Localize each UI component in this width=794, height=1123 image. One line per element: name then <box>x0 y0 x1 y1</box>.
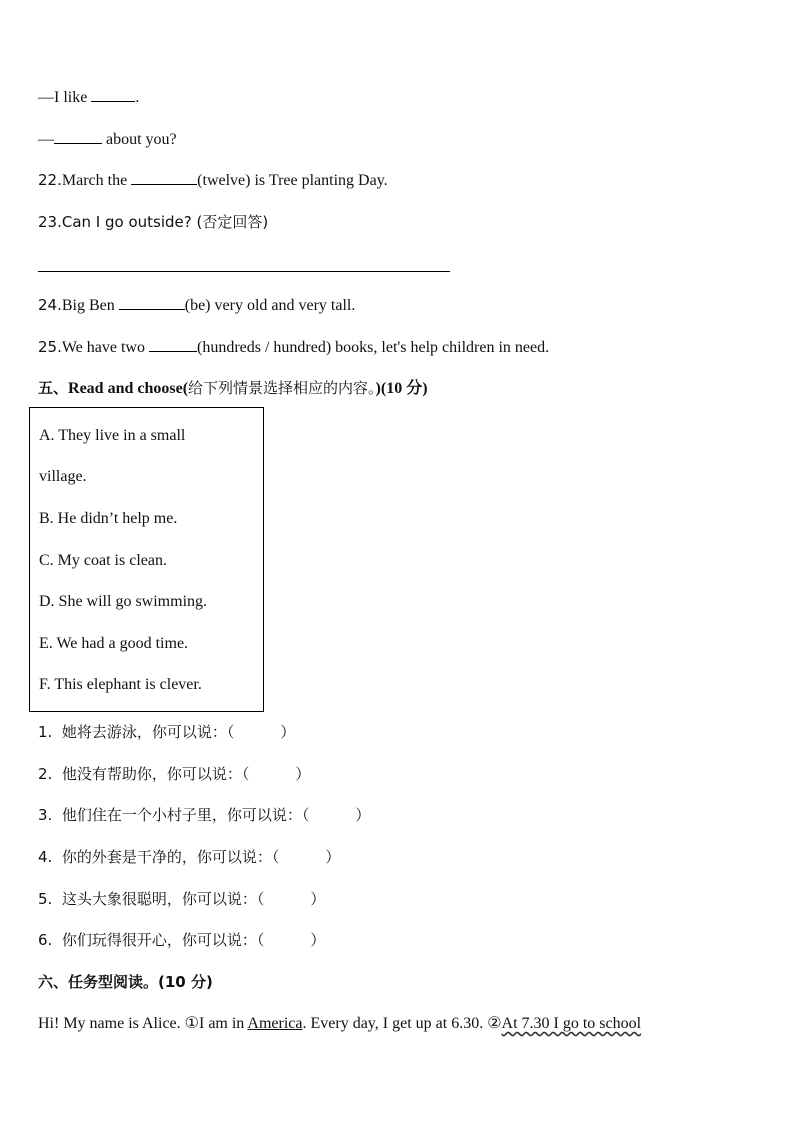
answer-line[interactable] <box>38 271 450 272</box>
answer-blank[interactable] <box>149 337 197 352</box>
option-e: E. We had a good time. <box>39 635 189 652</box>
option-d: D. She will go swimming. <box>39 593 208 610</box>
option-a-continued: village. <box>39 468 87 485</box>
wavy-underlined-phrase: At 7.30 I go to school <box>501 1015 642 1032</box>
option-b: B. He didn’t help me. <box>39 510 178 527</box>
option-a: A. They live in a small <box>39 427 186 444</box>
situation-2: 2. 他没有帮助你，你可以说：（ ） <box>38 765 311 783</box>
section-5-heading: 五、Read and choose(给下列情景选择相应的内容。)(10 分) <box>38 379 428 397</box>
situation-3: 3. 他们住在一个小村子里，你可以说：（ ） <box>38 806 371 824</box>
section-6-heading: 六、任务型阅读。(10 分) <box>38 973 213 991</box>
dialog-line-2: — about you? <box>38 131 177 148</box>
underlined-word: America <box>247 1015 303 1032</box>
answer-blank[interactable] <box>131 170 197 185</box>
question-24: 24.Big Ben (be) very old and very tall. <box>38 296 356 314</box>
answer-blank[interactable] <box>91 87 135 102</box>
option-f: F. This elephant is clever. <box>39 676 202 693</box>
question-22: 22.March the (twelve) is Tree planting Day. <box>38 171 388 189</box>
reading-passage: Hi! My name is Alice. ①I am in America. Every day, I get up at 6.30. ②At 7.30 I go to school <box>38 1015 642 1032</box>
options-box <box>29 407 264 712</box>
option-c: C. My coat is clean. <box>39 552 167 569</box>
question-25: 25.We have two (hundreds / hundred) books, let's help children in need. <box>38 338 550 356</box>
situation-6: 6. 你们玩得很开心，你可以说：（ ） <box>38 931 326 949</box>
situation-1: 1. 她将去游泳，你可以说：（ ） <box>38 723 296 741</box>
answer-blank[interactable] <box>54 129 102 144</box>
situation-5: 5. 这头大象很聪明，你可以说：（ ） <box>38 890 326 908</box>
dialog-line-1: —I like . <box>38 89 140 106</box>
question-23: 23.Can I go outside? (否定回答) <box>38 213 269 231</box>
situation-4: 4. 你的外套是干净的，你可以说：（ ） <box>38 848 341 866</box>
answer-blank[interactable] <box>119 295 185 310</box>
